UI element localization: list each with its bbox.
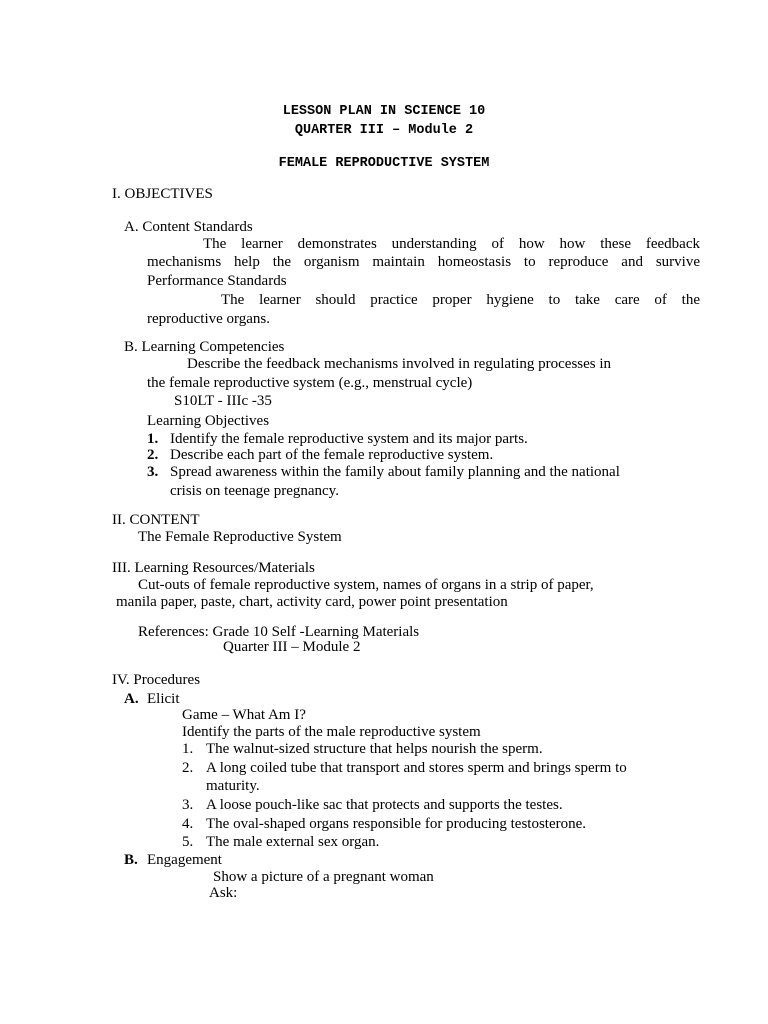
content-standards-heading: A. Content Standards — [124, 219, 253, 235]
game-item-number: 3. — [182, 797, 194, 813]
learning-competencies-line2: the female reproductive system (e.g., menstrual cycle) — [147, 375, 473, 391]
elicit-letter: A. — [124, 691, 139, 707]
game-item: A loose pouch-like sac that protects and supports the testes. — [206, 797, 563, 813]
procedures-heading: IV. Procedures — [112, 672, 201, 688]
engagement-letter: B. — [124, 852, 138, 868]
content-text: The Female Reproductive System — [138, 529, 342, 545]
resources-line1: Cut-outs of female reproductive system, names of organs in a strip of paper, — [138, 577, 594, 593]
game-item: The walnut-sized structure that helps nourish the sperm. — [206, 741, 543, 757]
objective-number: 1. — [147, 431, 159, 447]
learning-competencies-line1: Describe the feedback mechanisms involved in regulating processes in — [187, 356, 612, 372]
game-item: The oval-shaped organs responsible for producing testosterone. — [206, 816, 587, 832]
engagement-label: Engagement — [147, 852, 222, 868]
objectives-heading: I. OBJECTIVES — [112, 186, 213, 202]
performance-standards-line1: The learner should practice proper hygiene to take care of the — [221, 292, 700, 308]
game-item-number: 2. — [182, 760, 194, 776]
quarter-title: QUARTER III – Module 2 — [294, 123, 474, 138]
game-item: The male external sex organ. — [206, 834, 380, 850]
objective-item-continued: crisis on teenage pregnancy. — [170, 483, 339, 499]
game-instruction: Identify the parts of the male reproductive system — [182, 724, 481, 740]
game-item-number: 1. — [182, 741, 194, 757]
objective-number: 3. — [147, 464, 159, 480]
content-standards-line2: mechanisms help the organism maintain homeostasis to reproduce and survive — [147, 254, 700, 270]
references-line2: Quarter III – Module 2 — [223, 639, 361, 655]
topic-title: FEMALE REPRODUCTIVE SYSTEM — [278, 156, 490, 171]
resources-line2: manila paper, paste, chart, activity card, power point presentation — [116, 594, 508, 610]
resources-heading: III. Learning Resources/Materials — [112, 560, 315, 576]
content-standards-line1: The learner demonstrates understanding of how how these feedback — [203, 236, 700, 252]
learning-objectives-heading: Learning Objectives — [147, 413, 270, 429]
game-title: Game – What Am I? — [182, 707, 306, 723]
game-item-continued: maturity. — [206, 778, 260, 794]
game-item-number: 4. — [182, 816, 194, 832]
performance-standards-heading: Performance Standards — [147, 273, 287, 289]
lesson-plan-title: LESSON PLAN IN SCIENCE 10 — [282, 104, 486, 119]
objective-item: Identify the female reproductive system and its major parts. — [170, 431, 528, 447]
references-line1: References: Grade 10 Self -Learning Materials — [138, 624, 420, 640]
objective-item: Spread awareness within the family about family planning and the national — [170, 464, 620, 480]
elicit-label: Elicit — [147, 691, 180, 707]
engagement-ask: Ask: — [209, 885, 238, 901]
performance-standards-line2: reproductive organs. — [147, 311, 271, 327]
engagement-instruction: Show a picture of a pregnant woman — [213, 869, 434, 885]
objective-number: 2. — [147, 447, 159, 463]
game-item-number: 5. — [182, 834, 194, 850]
game-item: A long coiled tube that transport and stores sperm and brings sperm to — [206, 760, 627, 776]
competency-code: S10LT - IIIc -35 — [174, 393, 272, 409]
learning-competencies-heading: B. Learning Competencies — [124, 339, 285, 355]
content-heading: II. CONTENT — [112, 512, 200, 528]
objective-item: Describe each part of the female reproductive system. — [170, 447, 494, 463]
